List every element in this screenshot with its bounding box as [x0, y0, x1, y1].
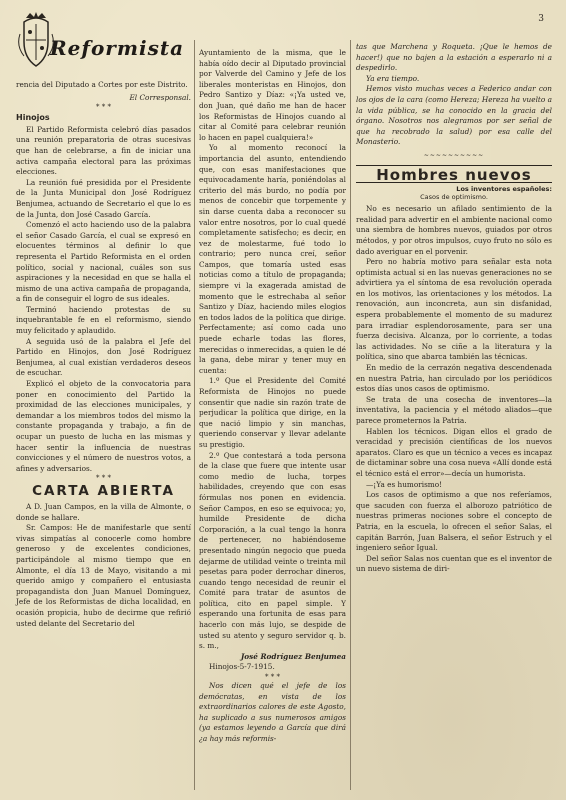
paragraph: 2.º Que contestará a toda persona de la clase que fuere que intente usar como medio de lucha, torpes habilidades, creyendo que con esas fórmulas nos ponen en evidencia. Señor Campos, en eso se equivoca; yo, humilde Presidente de dicha Corporación, a la cual tengo la honra de pertenecer, no habiéndoseme presentado ningún negocio que pueda dejarme de utilidad veinte o treinta mil pesetas para poder derrochar dineros, cuando tengo necesidad de reunir el Comité para tratar de asuntos de política, cito en papel simple. Y esperando una fortunita de esas para hacerlo con más lujo, se despide de usted su atento y seguro servidor q. b. s. m., — [199, 450, 346, 651]
column-rule — [350, 40, 351, 790]
signature: El Corresponsal. — [129, 92, 191, 102]
column-1 — [16, 80, 191, 629]
section-separator: * * * — [265, 673, 280, 682]
paragraph: 1.º Que el Presidente del Comité Reformista de Hinojos no puede consentir que nadie sin razón trate de perjudicar la política que dirige, en la que nació limpio y sin manchas, queriendo conservar y llevar adelante su prestigio. — [199, 376, 346, 449]
masthead — [10, 10, 194, 74]
column-rule — [194, 40, 195, 790]
paragraph: Pero no habría motivo para señalar esta nota optimista actual si en las nuevas generaciones no se advirtiera ya el síntoma de esa revolución operada en los motivos, las orientaciones y los métodos. La renovación, aun inconcreta, aun sin disfanidad, espera probablemente el momento de su madurez para irradiar esplendorosamente, para ser una fuerza decisiva. Alcanza, por lo corriente, a todas las actividades. No se ciñe a la literatura y la política, sino que abarca también las técnicas. — [356, 257, 552, 362]
letter-address: A D. Juan Campos, en la villa de Almonte, o donde se hallare. — [16, 501, 191, 522]
paragraph: No es necesario un afilado sentimiento de la realidad para advertir en el ambiente nacional como una siembra de hombres nuevos, guiados por otros métodos, y por otros impulsos, cuyo fruto no sólo es dado averiguar en el porvenir. — [356, 204, 552, 256]
paragraph: Del señor Salas nos cuentan que es el inventor de un nuevo sistema de diri- — [356, 553, 552, 574]
paragraph: La reunión fué presidida por el Presidente de la Junta Municipal don José Rodríguez Benjumea, actuando de Secretario el que lo es de la Junta, don José Casado García. — [16, 177, 191, 219]
paragraph: A seguida usó de la palabra el Jefe del Partido en Hinojos, don José Rodríguez Benjumea, al cual existían verdaderos deseos de escuchar. — [16, 336, 191, 378]
masthead-title: Reformista — [50, 36, 185, 60]
section-separator: * * * — [96, 474, 111, 483]
paragraph: Comenzó el acto haciendo uso de la palabra el señor Casado García, el cual se expresó en elocuentes términos al definir lo que representa el Partido Reformista en el orden político, social y nacional, cuáles son sus aspiraciones y la necesidad en que se halla el mismo de una activa campaña de propaganda, a fin de conseguir el logro de sus ideales. — [16, 220, 191, 304]
dateline: Hinojos-5-7-1915. — [209, 662, 275, 672]
paragraph: Se trata de una cosecha de inventores—la inventativa, la paciencia y el método aliados—que parece prometernos la Patria. — [356, 394, 552, 425]
subheading: Los inventores españoles: — [456, 185, 552, 194]
subheading: Casos de optimismo. — [420, 193, 488, 202]
paragraph: Hablen los técnicos. Digan ellos el grado de veracidad y precisión científicas de los nuevos aparatos. Claro es que un técnico a veces es incapaz de dictaminar sobre una cosa nueva «Allí donde está el técnico está el error»—decía un humorista. — [356, 426, 552, 478]
section-heading: Hinojos — [16, 113, 50, 123]
paragraph: Terminó haciendo protestas de su inquebrantable fe en el reformismo, siendo muy felicitado y aplaudido. — [16, 304, 191, 336]
column-2 — [199, 48, 346, 745]
section-separator: ~~~~~~~~~~ — [423, 151, 485, 159]
paragraph: —¡Ya es humorismo! — [366, 479, 443, 489]
section-separator: * * * — [96, 103, 111, 112]
signature: José Rodríguez Benjumea — [240, 651, 346, 661]
paragraph: Sr. Campos: He de manifestarle que sentí vivas simpatías al conocerle como hombre generoso y de excelentes condiciones, participándole al mismo tiempo que en Almonte, el día 13 de Mayo, visitando a mi querido amigo y compañero el entusiasta propagandista don Juan Manuel Domínguez, Jefe de los Reformistas de dicha localidad, en ocasión propicia, hubo de decirme que refirió usted delante del Secretario del — [16, 523, 191, 628]
paragraph: Nos dicen qué el jefe de los demócratas, en vista de los extraordinarios calores de este Agosto, ha suplicado a sus numerosos amigos (ya estamos leyendo a García que dirá ¿a hay más reformis- — [199, 681, 346, 743]
paragraph: Los casos de optimismo a que nos referíamos, que sacuden con fuerza el alborozo patriótico de nuestras primeras nociones sobre el concepto de Patria, en la escuela, lo ofrecen el señor Salas, el capitán Barrón, Juan Balsera, el señor Estruch y el ingeniero señor Igual. — [356, 490, 552, 553]
paragraph: El Partido Reformista celebró días pasados una reunión preparatoria de otras sucesivas que han de celebrarse, a fin de iniciar una activa campaña electoral para las próximas elecciones. — [16, 124, 191, 177]
paragraph: tas que Marchena y Roqueta. ¡Que le hemos de hacer!) que no bajen a la estación a esperarlo ni a despedirlo. — [356, 42, 552, 73]
paragraph: Ya era tiempo. — [366, 73, 420, 83]
paragraph: En medio de la cerrazón negativa descendenada en nuestra Patria, han circulado por los periódicos estos días unos casos de optimismo. — [356, 363, 552, 394]
paragraph: Yo al momento reconocí la importancia del asunto, entendiendo que, con esas manifestaciones que equivocadamente haría, poniéndolas al criterio del más burdo, no podía por menos de concebir que torpemente y sin darse cuenta daba a reconocer su valor entre nosotros, por lo cual quedé completamente satisfecho; es decir, en vez de molestarme, fué todo lo contrario; pero nunca creí, señor Campos, que tomaría usted esas noticias como a título de propaganda; siempre vi la exagerada amistad de momento que le estrechaba al señor Santizo y Díaz, haciendo miles elogios en todos lados de la política que dirige. Perfectamente; así como cada uno puede echarle todas las flores, merecidas o inmerecidas, a quien le dé la gana, debe mirar y tener muy en cuenta: — [199, 143, 346, 375]
section-heading: Hombres nuevos — [376, 165, 532, 184]
paragraph: Ayuntamiento de la misma, que le había oído decir al Diputado provincial por Valverde del Camino y Jefe de los liberales monteristas en Hinojos, don Pedro Santizo y Díaz: «¡Ya usted ve, don Juan, qué daño me han de hacer los Reformistas de Hinojos cuando al citar al Comité para celebrar reunión lo hacen en papel cualquiera!» — [199, 48, 346, 142]
column-3 — [356, 42, 552, 575]
page-number: 3 — [538, 14, 544, 24]
section-heading: CARTA ABIERTA — [32, 483, 175, 500]
paragraph: Explicó el objeto de la convocatoria para poner en conocimiento del Partido la proximidad de las elecciones municipales, y demandar a los miembros todos del mismo la constante propaganda y trabajo, a fin de ocupar un puesto de lucha en las mismas y hacer sentir la influencia de nuestras convicciones y el número de nuestros votos, a afines y adversarios. — [16, 379, 191, 473]
paragraph: Hemos visto muchas veces a Federico andar con los ojos de la cara (como Hereza; Hereza ha vuelto a la vida pública, se ha conocido en la gracia del órgano. Nosotros nos alegramos por ser señal de que ha recobrado la salud) por esa calle del Monasterio. — [356, 84, 552, 147]
paragraph: rencia del Diputado a Cortes por este Distrito. — [16, 80, 188, 89]
